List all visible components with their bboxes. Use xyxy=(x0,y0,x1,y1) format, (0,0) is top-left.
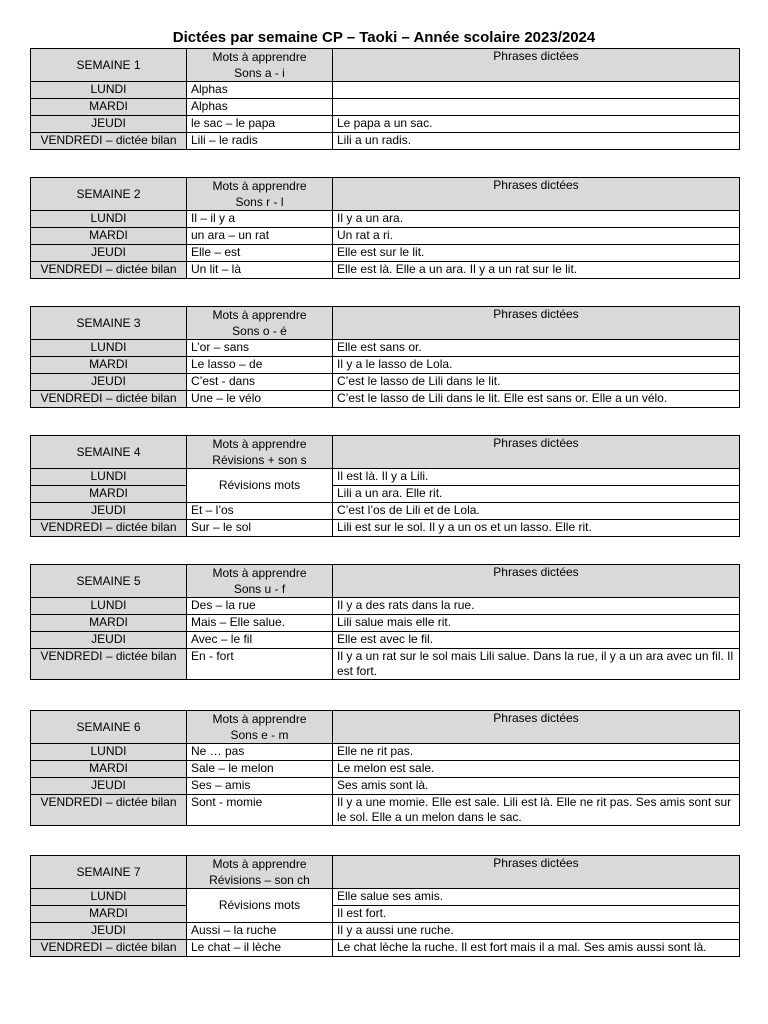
week-label: SEMAINE 5 xyxy=(31,565,187,598)
words-cell: Avec – le fil xyxy=(187,632,333,649)
table-row xyxy=(31,340,740,357)
week-label: SEMAINE 3 xyxy=(31,307,187,340)
table-row xyxy=(31,744,740,761)
words-cell: En - fort xyxy=(187,649,333,680)
week-table-6 xyxy=(30,710,740,826)
words-cell: C’est - dans xyxy=(187,374,333,391)
sounds-label: Sons o - é xyxy=(232,324,287,338)
words-header: Mots à apprendre Sons u - f xyxy=(187,565,333,598)
words-header: Mots à apprendre Sons r - l xyxy=(187,178,333,211)
table-row xyxy=(31,615,740,632)
day-cell: VENDREDI – dictée bilan xyxy=(31,262,187,279)
sentence-cell: Elle est là. Elle a un ara. Il y a un rat sur le lit. xyxy=(333,262,740,279)
week-table-4 xyxy=(30,435,740,537)
sentence-cell: Elle salue ses amis. xyxy=(333,889,740,906)
day-cell: VENDREDI – dictée bilan xyxy=(31,391,187,408)
week-label: SEMAINE 2 xyxy=(31,178,187,211)
week-table-7 xyxy=(30,855,740,957)
sentence-cell xyxy=(333,82,740,99)
sentences-header: Phrases dictées xyxy=(333,711,740,744)
words-cell: Sont - momie xyxy=(187,795,333,826)
day-cell: VENDREDI – dictée bilan xyxy=(31,133,187,150)
sentence-cell: C’est le lasso de Lili dans le lit. xyxy=(333,374,740,391)
sounds-label: Sons e - m xyxy=(230,728,289,742)
table-row xyxy=(31,245,740,262)
day-cell: LUNDI xyxy=(31,211,187,228)
day-cell: MARDI xyxy=(31,228,187,245)
sentence-cell: Elle est sur le lit. xyxy=(333,245,740,262)
words-header: Mots à apprendre Sons o - é xyxy=(187,307,333,340)
day-cell: LUNDI xyxy=(31,340,187,357)
table-row xyxy=(31,795,740,826)
words-cell: Ne … pas xyxy=(187,744,333,761)
sounds-label: Sons u - f xyxy=(233,582,286,596)
sentences-header: Phrases dictées xyxy=(333,565,740,598)
sentence-cell: Lili a un ara. Elle rit. xyxy=(333,486,740,503)
day-cell: JEUDI xyxy=(31,116,187,133)
sentence-cell: Elle est avec le fil. xyxy=(333,632,740,649)
sentence-cell: C’est l’os de Lili et de Lola. xyxy=(333,503,740,520)
day-cell: VENDREDI – dictée bilan xyxy=(31,940,187,957)
words-cell: Une – le vélo xyxy=(187,391,333,408)
table-row xyxy=(31,598,740,615)
day-cell: JEUDI xyxy=(31,778,187,795)
words-cell: Alphas xyxy=(187,99,333,116)
merged-words-cell: Révisions mots xyxy=(187,889,333,923)
day-cell: VENDREDI – dictée bilan xyxy=(31,520,187,537)
words-header: Mots à apprendre Sons e - m xyxy=(187,711,333,744)
sentence-cell: Ses amis sont là. xyxy=(333,778,740,795)
sentence-cell: Il est là. Il y a Lili. xyxy=(333,469,740,486)
sentences-header: Phrases dictées xyxy=(333,436,740,469)
sentence-cell: Lili est sur le sol. Il y a un os et un lasso. Elle rit. xyxy=(333,520,740,537)
day-cell: VENDREDI – dictée bilan xyxy=(31,649,187,680)
sentence-cell xyxy=(333,99,740,116)
table-row xyxy=(31,889,740,906)
table-row xyxy=(31,649,740,680)
sounds-label: Révisions + son s xyxy=(212,453,307,467)
day-cell: JEUDI xyxy=(31,923,187,940)
day-cell: LUNDI xyxy=(31,469,187,486)
day-cell: LUNDI xyxy=(31,598,187,615)
sentences-header: Phrases dictées xyxy=(333,178,740,211)
words-cell: Aussi – la ruche xyxy=(187,923,333,940)
table-row xyxy=(31,906,740,923)
page-title: Dictées par semaine CP – Taoki – Année scolaire 2023/2024 xyxy=(172,29,596,46)
table-row xyxy=(31,211,740,228)
sounds-label: Révisions – son ch xyxy=(209,873,310,887)
sounds-label: Sons a - i xyxy=(234,66,285,80)
week-table-5 xyxy=(30,564,740,680)
words-cell: Alphas xyxy=(187,82,333,99)
sentence-cell: Il est fort. xyxy=(333,906,740,923)
sentence-cell: Il y a un rat sur le sol mais Lili salue. Dans la rue, il y a un ara avec un fil. Il est fort. xyxy=(333,649,740,680)
sentence-cell: Le melon est sale. xyxy=(333,761,740,778)
week-label: SEMAINE 6 xyxy=(31,711,187,744)
sentence-cell: C’est le lasso de Lili dans le lit. Elle est sans or. Elle a un vélo. xyxy=(333,391,740,408)
words-cell: Mais – Elle salue. xyxy=(187,615,333,632)
sentence-cell: Il y a aussi une ruche. xyxy=(333,923,740,940)
week-table-3 xyxy=(30,306,740,408)
words-header: Mots à apprendre Sons a - i xyxy=(187,49,333,82)
merged-words-cell: Révisions mots xyxy=(187,469,333,503)
table-row xyxy=(31,116,740,133)
words-header: Mots à apprendre Révisions – son ch xyxy=(187,856,333,889)
words-cell: Il – il y a xyxy=(187,211,333,228)
table-row xyxy=(31,761,740,778)
words-cell: L’or – sans xyxy=(187,340,333,357)
words-cell: Et – l’os xyxy=(187,503,333,520)
week-table-1 xyxy=(30,48,740,150)
sentence-cell: Un rat a ri. xyxy=(333,228,740,245)
table-row xyxy=(31,778,740,795)
words-cell: Elle – est xyxy=(187,245,333,262)
words-cell: le sac – le papa xyxy=(187,116,333,133)
day-cell: MARDI xyxy=(31,99,187,116)
words-cell: Le chat – il lèche xyxy=(187,940,333,957)
sentence-cell: Il y a un ara. xyxy=(333,211,740,228)
sentence-cell: Il y a une momie. Elle est sale. Lili est là. Elle ne rit pas. Ses amis sont sur le sol. Elle a un melon dans le sac. xyxy=(333,795,740,826)
words-cell: Des – la rue xyxy=(187,598,333,615)
sentence-cell: Lili a un radis. xyxy=(333,133,740,150)
table-row xyxy=(31,503,740,520)
day-cell: JEUDI xyxy=(31,245,187,262)
week-table-2 xyxy=(30,177,740,279)
words-cell: Sur – le sol xyxy=(187,520,333,537)
day-cell: MARDI xyxy=(31,357,187,374)
sentence-cell: Il y a le lasso de Lola. xyxy=(333,357,740,374)
table-row xyxy=(31,82,740,99)
sentence-cell: Le papa a un sac. xyxy=(333,116,740,133)
day-cell: VENDREDI – dictée bilan xyxy=(31,795,187,826)
table-row xyxy=(31,99,740,116)
table-row xyxy=(31,632,740,649)
table-row xyxy=(31,262,740,279)
table-row xyxy=(31,469,740,486)
table-row xyxy=(31,940,740,957)
table-row xyxy=(31,391,740,408)
words-cell: Sale – le melon xyxy=(187,761,333,778)
words-cell: Un lit – là xyxy=(187,262,333,279)
week-label: SEMAINE 7 xyxy=(31,856,187,889)
day-cell: JEUDI xyxy=(31,503,187,520)
words-cell: Le lasso – de xyxy=(187,357,333,374)
sentence-cell: Le chat lèche la ruche. Il est fort mais il a mal. Ses amis aussi sont là. xyxy=(333,940,740,957)
sentences-header: Phrases dictées xyxy=(333,49,740,82)
table-row xyxy=(31,486,740,503)
table-row xyxy=(31,374,740,391)
words-header: Mots à apprendre Révisions + son s xyxy=(187,436,333,469)
week-label: SEMAINE 1 xyxy=(31,49,187,82)
words-cell: Ses – amis xyxy=(187,778,333,795)
day-cell: MARDI xyxy=(31,761,187,778)
day-cell: JEUDI xyxy=(31,632,187,649)
sentence-cell: Lili salue mais elle rit. xyxy=(333,615,740,632)
day-cell: LUNDI xyxy=(31,82,187,99)
sentence-cell: Elle ne rit pas. xyxy=(333,744,740,761)
table-row xyxy=(31,520,740,537)
sentence-cell: Il y a des rats dans la rue. xyxy=(333,598,740,615)
words-cell: un ara – un rat xyxy=(187,228,333,245)
sentences-header: Phrases dictées xyxy=(333,307,740,340)
sentences-header: Phrases dictées xyxy=(333,856,740,889)
week-label: SEMAINE 4 xyxy=(31,436,187,469)
table-row xyxy=(31,133,740,150)
table-row xyxy=(31,228,740,245)
day-cell: MARDI xyxy=(31,906,187,923)
day-cell: JEUDI xyxy=(31,374,187,391)
day-cell: MARDI xyxy=(31,486,187,503)
table-row xyxy=(31,357,740,374)
table-row xyxy=(31,923,740,940)
day-cell: MARDI xyxy=(31,615,187,632)
words-cell: Lili – le radis xyxy=(187,133,333,150)
day-cell: LUNDI xyxy=(31,744,187,761)
sentence-cell: Elle est sans or. xyxy=(333,340,740,357)
sounds-label: Sons r - l xyxy=(235,195,284,209)
day-cell: LUNDI xyxy=(31,889,187,906)
